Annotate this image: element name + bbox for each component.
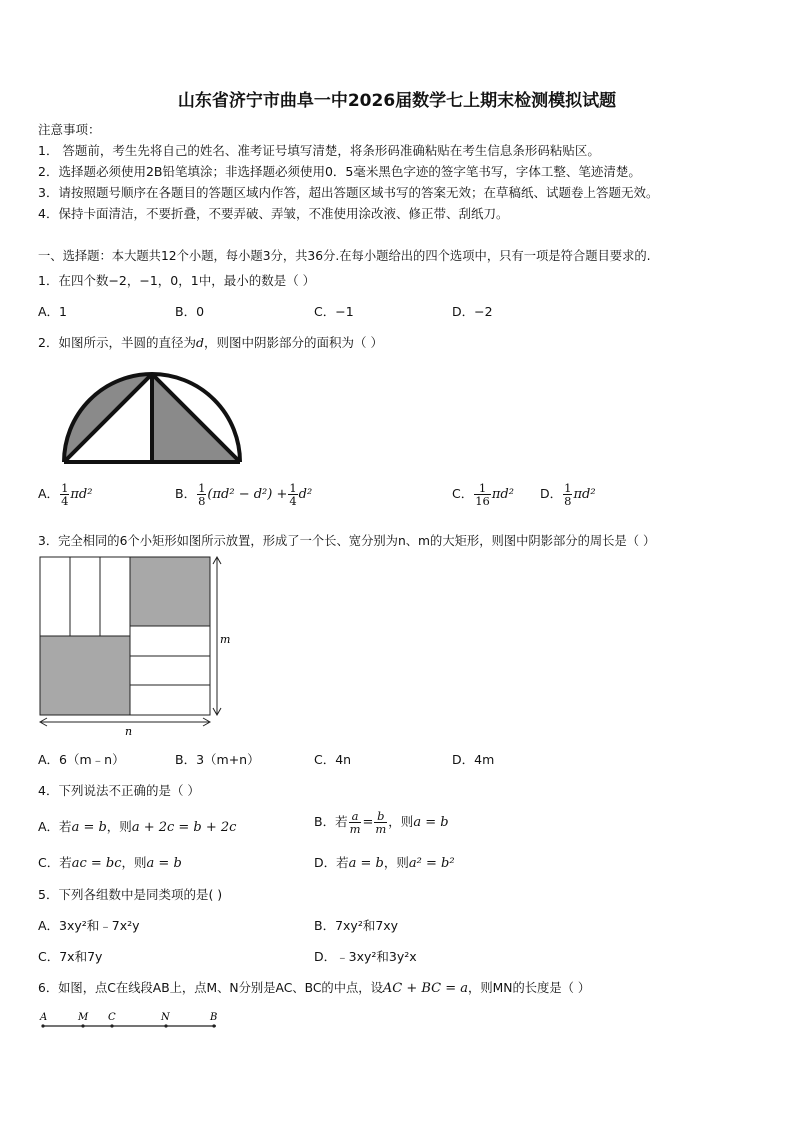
q2-a-fraction: $\frac{1}{4}$ (61, 481, 69, 508)
rectangles-figure (36, 553, 236, 739)
q1-option-a: A．1 (38, 304, 68, 319)
q1-option-d: D．−2 (452, 304, 493, 319)
q2-b-label: B． (175, 486, 197, 501)
q2-stem-pre: 2．如图所示，半圆的直径为 (38, 335, 196, 350)
q2-stem (38, 333, 383, 351)
page-title: 山东省济宁市曲阜一中2026届数学七上期末检测模拟试题 (177, 91, 617, 111)
q4-option-d: D．若a = b，则a² = b² (314, 855, 455, 871)
point-c-dot (110, 1024, 113, 1027)
q2-a-label: A． (38, 486, 60, 501)
segment-figure (36, 1008, 226, 1034)
q2-c-fraction: $\frac{1}{16}$ (475, 481, 490, 508)
shaded-region-bottom (40, 636, 130, 715)
point-a-dot (41, 1024, 44, 1027)
q4-option-a: A．若a = b，则a + 2c = b + 2c (38, 819, 237, 835)
notice-item-3: 3．请按照题号顺序在各题目的答题区域内作答，超出答题区域书写的答案无效；在草稿纸、试题卷上答题无效。 (38, 185, 659, 200)
q2-b-expr-tail: d² (298, 487, 313, 502)
notice-item-4: 4．保持卡面清洁，不要折叠，不要弄破、弄皱，不准使用涂改液、修正带、刮纸刀。 (38, 206, 509, 221)
q4-option-b: B．若 $\frac{a}{m}$ = $\frac{b}{m}$ ，则a = b (314, 809, 449, 836)
point-n-dot (164, 1024, 167, 1027)
q3-option-d: D．4m (452, 752, 495, 767)
q3-option-a: A．6（m﹣n） (38, 752, 125, 767)
q5-stem: 5．下列各组数中是同类项的是( ) (38, 887, 223, 902)
notice-heading: 注意事项： (38, 122, 101, 137)
q3-option-c: C．4n (314, 752, 352, 767)
q2-option-d (540, 482, 596, 507)
q6-stem: 6．如图，点C在线段AB上，点M、N分别是AC、BC的中点，设AC + BC = a，则MN的长度是（ ） (38, 981, 591, 996)
q5-option-c: C．7x和7y (38, 949, 103, 964)
q4-b-fraction-1: $\frac{a}{m}$ (349, 809, 361, 836)
q4-option-c: C．若ac = bc，则a = b (38, 855, 182, 871)
semicircle-figure (58, 366, 246, 468)
q5-option-b: B．7xy²和7xy (314, 918, 399, 933)
notice-item-1: 1． 答题前，考生先将自己的姓名、准考证号填写清楚，将条形码准确粘贴在考生信息条形码粘贴区。 (38, 143, 600, 158)
q2-c-expr: πd² (491, 487, 514, 502)
q1-option-b: B．0 (175, 304, 205, 319)
q2-option-b (175, 482, 312, 507)
q3-option-b: B．3（m+n） (175, 752, 260, 767)
q5-option-d: D．﹣3xy²和3y²x (314, 949, 417, 964)
point-m-label: M (78, 1012, 89, 1023)
label-n: n (125, 725, 133, 738)
shaded-region-top (130, 557, 210, 626)
q2-option-c (452, 482, 514, 507)
q1-stem: 1．在四个数−2，−1，0，1中，最小的数是（ ） (38, 273, 316, 288)
q2-a-expr: πd² (70, 487, 93, 502)
q5-option-a: A．3xy²和﹣7x²y (38, 918, 140, 933)
q2-d-label: D． (540, 486, 563, 501)
point-b-dot (212, 1024, 215, 1027)
q2-d-fraction: $\frac{1}{8}$ (564, 481, 572, 508)
q2-b-fraction-2: $\frac{1}{4}$ (289, 481, 297, 508)
q3-stem: 3．完全相同的6个小矩形如图所示放置，形成了一个长、宽分别为n、m的大矩形，则图中阴影部分的周长是（ ） (38, 534, 656, 548)
q2-b-fraction: $\frac{1}{8}$ (198, 481, 206, 508)
point-a-label: A (40, 1012, 48, 1023)
notice-item-2: 2．选择题必须使用2B铅笔填涂；非选择题必须使用0．5毫米黑色字迹的签字笔书写，字体工整、笔迹清楚。 (38, 164, 641, 179)
label-m: m (220, 633, 231, 646)
q2-option-a (38, 482, 92, 507)
point-m-dot (81, 1024, 84, 1027)
q2-var-d: d (195, 335, 204, 350)
q2-c-label: C． (452, 486, 474, 501)
q4-b-fraction-2: $\frac{b}{m}$ (375, 809, 387, 836)
point-n-label: N (161, 1012, 170, 1023)
q4-stem: 4．下列说法不正确的是（ ） (38, 783, 200, 798)
q1-option-c: C．−1 (314, 304, 354, 319)
point-c-label: C (108, 1012, 116, 1023)
point-b-label: B (210, 1012, 218, 1023)
section-heading: 一、选择题：本大题共12个小题，每小题3分，共36分.在每小题给出的四个选项中，只有一项是符合题目要求的. (38, 249, 651, 263)
q2-b-expr: (πd² − d²) + (207, 487, 288, 502)
q2-stem-post: ，则图中阴影部分的面积为（ ） (203, 335, 383, 350)
q2-d-expr: πd² (573, 487, 596, 502)
